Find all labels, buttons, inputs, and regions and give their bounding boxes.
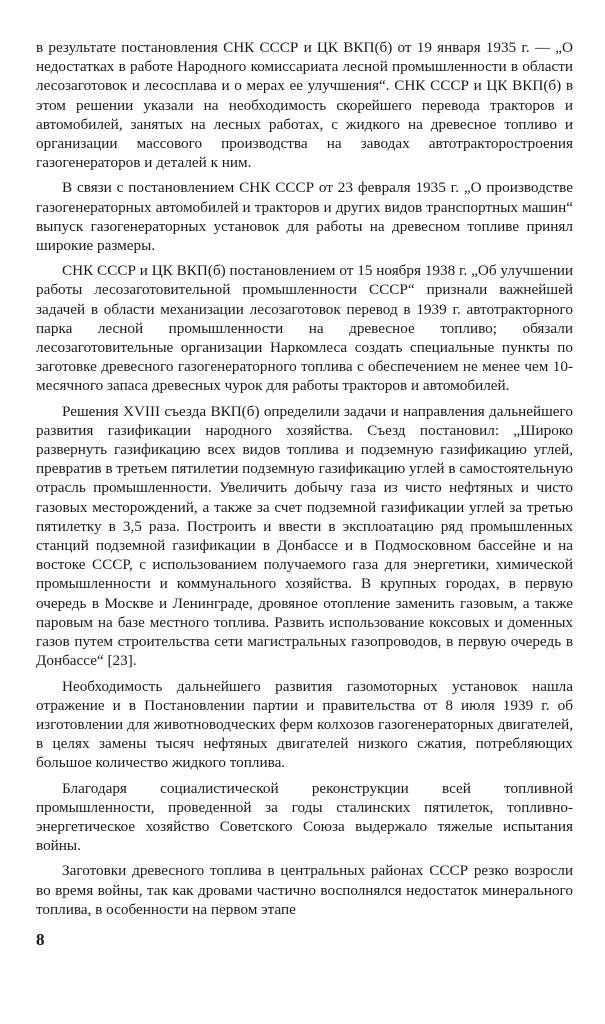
paragraph-1: в результате постановления СНК СССР и ЦК ВКП(б) от 19 января 1935 г. — „О недостатках в работе Народного комиссариата лесной промышленности в области лесозаготовок и лесосплава и о мерах ее улучшения“. СНК СССР и ЦК ВКП(б) в этом решении указали на необходимость скорейшего перевода тракторов и автомобилей, занятых на лесных работах, с жидкого на древесное топливо и организации массового производства на заводах автотракторостроения газогенераторов и деталей к ним. <box>36 39 573 172</box>
paragraph-4: Решения XVIII съезда ВКП(б) определили задачи и направления дальнейшего развития газификации народного хозяйства. Съезд постановил: „Широко развернуть газификацию всех видов топлива и подземную газификацию углей, превратив в третьем пятилетии подземную газификацию углей в самостоятельную отрасль промышленности. Увеличить добычу газа из чисто нефтяных и чисто газовых месторождений, а также за счет подземной газификации углей за третью пятилетку в 3,5 раза. Построить и ввести в эксплоатацию ряд промышленных станций подземной газификации в Донбассе и в Подмосковном бассейне и на востоке СССР, с использованием получаемого газа для энергетики, химической промышленности и коммунального хозяйства. В крупных городах, в первую очередь в Москве и Ленинграде, дровяное отопление заменить газовым, а также паровым на базе местного топлива. Развить использование коксовых и доменных газов путем строительства сети магистральных газопроводов, в первую очередь в Донбассе“ [23]. <box>36 402 573 670</box>
paragraph-7: Заготовки древесного топлива в центральных районах СССР резко возросли во время войны, так как дровами частично восполнялся недостаток минерального топлива, в особенности на первом этапе <box>36 862 573 918</box>
page-text-block <box>36 38 573 925</box>
page-number: 8 <box>36 930 45 949</box>
paragraph-3: СНК СССР и ЦК ВКП(б) постановлением от 15 ноября 1938 г. „Об улучшении работы лесозаготовительной промышленности СССР“ признали важнейшей задачей в области механизации лесозаготовок перевод в 1939 г. автотракторного парка лесной промышленности на древесное топливо; обязали лесозаготовительные организации Наркомлеса создать специальные пункты по заготовке древесного газогенераторного топлива с обеспечением не менее чем 10-месячного запаса древесных чурок для работы тракторов и автомобилей. <box>36 262 573 395</box>
paragraph-5: Необходимость дальнейшего развития газомоторных установок нашла отражение и в Постановлении партии и правительства от 8 июля 1939 г. об изготовлении для животноводческих ферм колхозов газогенераторных двигателей, в целях замены тысяч нефтяных двигателей низкого сжатия, потребляющих большое количество жидкого топлива. <box>36 677 573 772</box>
paragraph-2: В связи с постановлением СНК СССР от 23 февраля 1935 г. „О производстве газогенераторных автомобилей и тракторов и других видов транспортных машин“ выпуск газогенераторных установок для работы на древесном топливе принял широкие размеры. <box>36 179 573 255</box>
paragraph-6: Благодаря социалистической реконструкции всей топливной промышленности, проведенной за годы сталинских пятилеток, топливно-энергетическое хозяйство Советского Союза выдержало тяжелые испытания войны. <box>36 779 573 855</box>
